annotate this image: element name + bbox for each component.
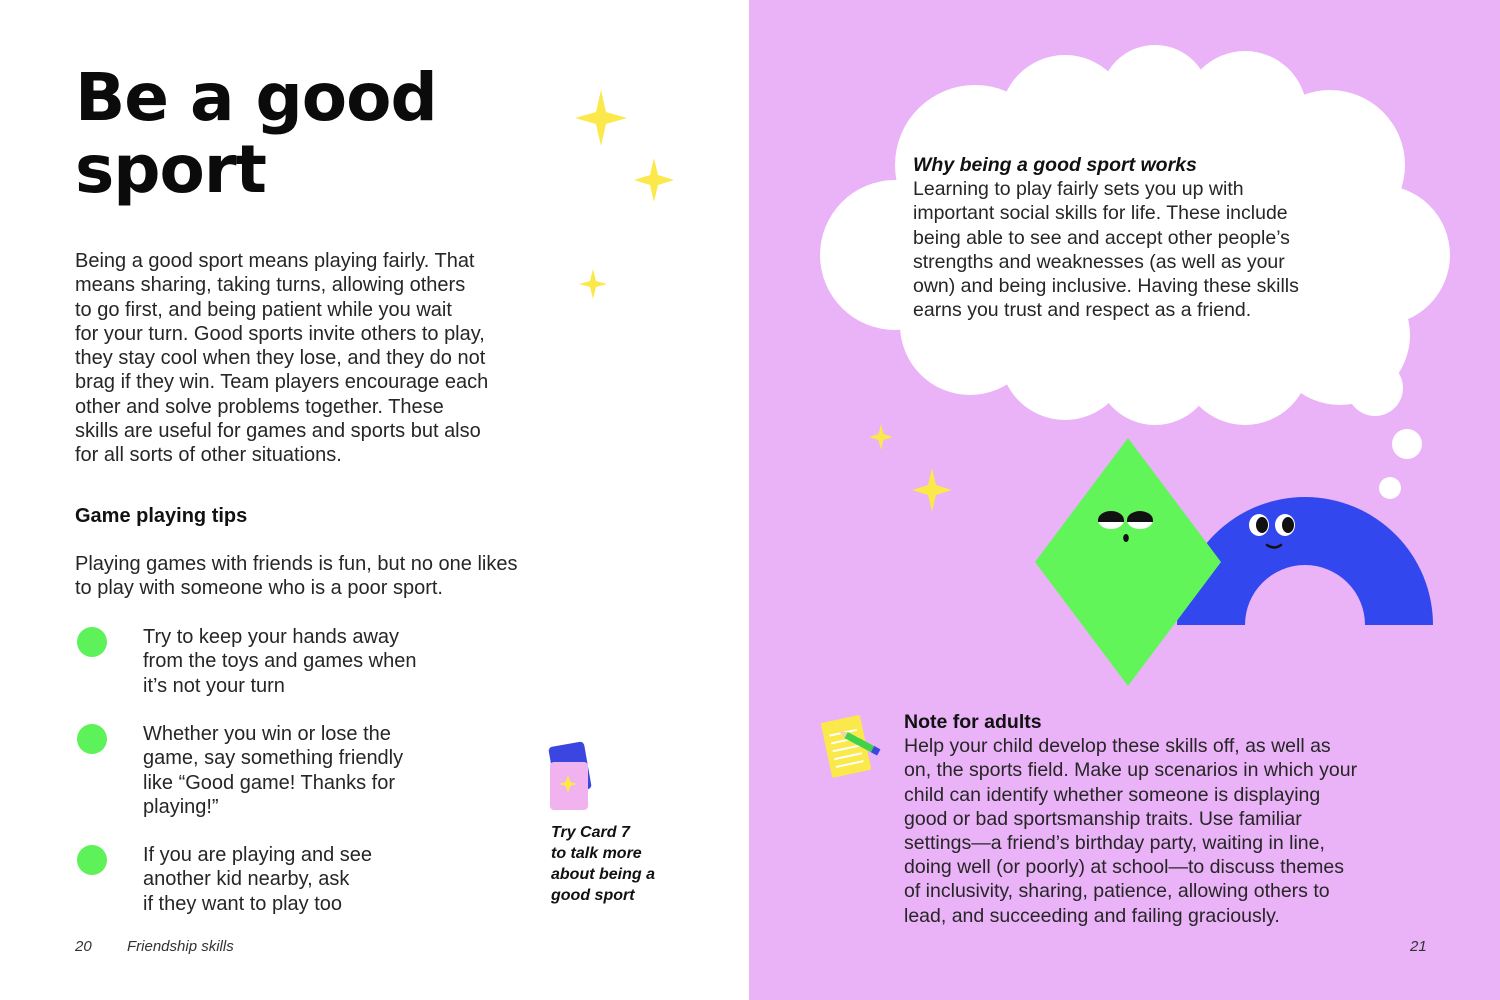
- note-heading: Note for adults: [904, 711, 1042, 733]
- card-icon: [546, 740, 596, 812]
- tip-text: [143, 843, 495, 916]
- intro-line: other and solve problems together. These: [75, 395, 444, 418]
- notepad-pencil-icon: [818, 712, 884, 780]
- card-note-line: to talk more: [551, 845, 642, 862]
- intro-line: for your turn. Good sports invite others to play,: [75, 322, 485, 345]
- bullet-dot: [77, 724, 107, 754]
- intro-line: skills are useful for games and sports but also: [75, 420, 481, 443]
- tip-text: [143, 625, 495, 698]
- intro-paragraph: [75, 249, 488, 468]
- sparkle-icon: [575, 90, 627, 146]
- cloud-body: [913, 177, 1363, 322]
- sparkle-icon: [634, 158, 674, 202]
- card-note-line: good sport: [551, 887, 635, 904]
- note-line: doing well (or poorly) at school—to discuss themes: [904, 856, 1345, 879]
- page-number-right: 21: [1410, 938, 1427, 955]
- tip-line: If you are playing and see: [143, 844, 373, 866]
- tips-intro-line: Playing games with friends is fun, but no one likes: [75, 553, 518, 575]
- cloud-heading: Why being a good sport works: [913, 154, 1197, 176]
- page-title-line-1: Be a good: [75, 59, 437, 136]
- cloud-line: Learning to play fairly sets you up with: [913, 178, 1244, 201]
- tip-line: from the toys and games when: [143, 650, 417, 673]
- adult-note: [904, 710, 1424, 928]
- tip-line: like “Good game! Thanks for: [143, 771, 395, 794]
- intro-line: means sharing, taking turns, allowing others: [75, 274, 466, 297]
- note-line: good or bad sportsmanship traits. Use familiar: [904, 807, 1302, 830]
- sparkle-icon: [579, 269, 607, 299]
- note-line: of inclusivity, sharing, patience, allowing others to: [904, 880, 1330, 903]
- tip-line: another kid nearby, ask: [143, 868, 350, 891]
- intro-line: Being a good sport means playing fairly. That: [75, 250, 475, 272]
- page-title-line-2: sport: [75, 131, 266, 208]
- card-note-line: about being a: [551, 866, 655, 883]
- diamond-character: [1033, 436, 1223, 688]
- sparkle-icon: [869, 424, 893, 450]
- tip-line: Try to keep your hands away: [143, 626, 400, 648]
- cloud-line: strengths and weaknesses (as well as your: [913, 250, 1285, 273]
- page-number-left: 20: [75, 938, 92, 955]
- tip-line: game, say something friendly: [143, 747, 404, 770]
- bullet-dot: [77, 845, 107, 875]
- note-line: child can identify whether someone is displaying: [904, 783, 1321, 806]
- note-line: Help your child develop these skills off, as well as: [904, 735, 1331, 758]
- tip-line: if they want to play too: [143, 892, 343, 915]
- sparkle-icon: [912, 468, 952, 512]
- cloud-line: own) and being inclusive. Having these skills: [913, 275, 1299, 298]
- tip-text: [143, 722, 495, 819]
- intro-line: brag if they win. Team players encourage each: [75, 371, 489, 394]
- tip-line: Whether you win or lose the: [143, 723, 391, 745]
- tips-intro-line: to play with someone who is a poor sport.: [75, 577, 443, 600]
- bullet-dot: [77, 627, 107, 657]
- cloud-explanation: [913, 153, 1363, 322]
- tip-item: [75, 625, 495, 698]
- tip-line: playing!”: [143, 795, 219, 818]
- card-reference-note: [551, 822, 655, 906]
- card-note-line: Try Card 7: [551, 824, 630, 841]
- note-line: on, the sports field. Make up scenarios in which your: [904, 759, 1358, 782]
- section-name: Friendship skills: [127, 938, 234, 955]
- tip-item: [75, 722, 495, 819]
- note-line: settings—a friend’s birthday party, waiting in line,: [904, 832, 1325, 855]
- intro-line: for all sorts of other situations.: [75, 444, 342, 467]
- page-title: [75, 59, 437, 208]
- tips-intro: [75, 552, 517, 601]
- tips-heading: Game playing tips: [75, 505, 248, 527]
- intro-line: to go first, and being patient while you wait: [75, 298, 452, 321]
- intro-line: they stay cool when they lose, and they do not: [75, 347, 486, 370]
- note-body: [904, 734, 1424, 928]
- cloud-line: earns you trust and respect as a friend.: [913, 299, 1252, 322]
- cloud-line: being able to see and accept other people’s: [913, 226, 1290, 249]
- tip-item: [75, 843, 495, 916]
- note-line: lead, and succeeding and failing graciously.: [904, 904, 1280, 927]
- tip-line: it’s not your turn: [143, 674, 285, 697]
- cloud-line: important social skills for life. These include: [913, 202, 1288, 225]
